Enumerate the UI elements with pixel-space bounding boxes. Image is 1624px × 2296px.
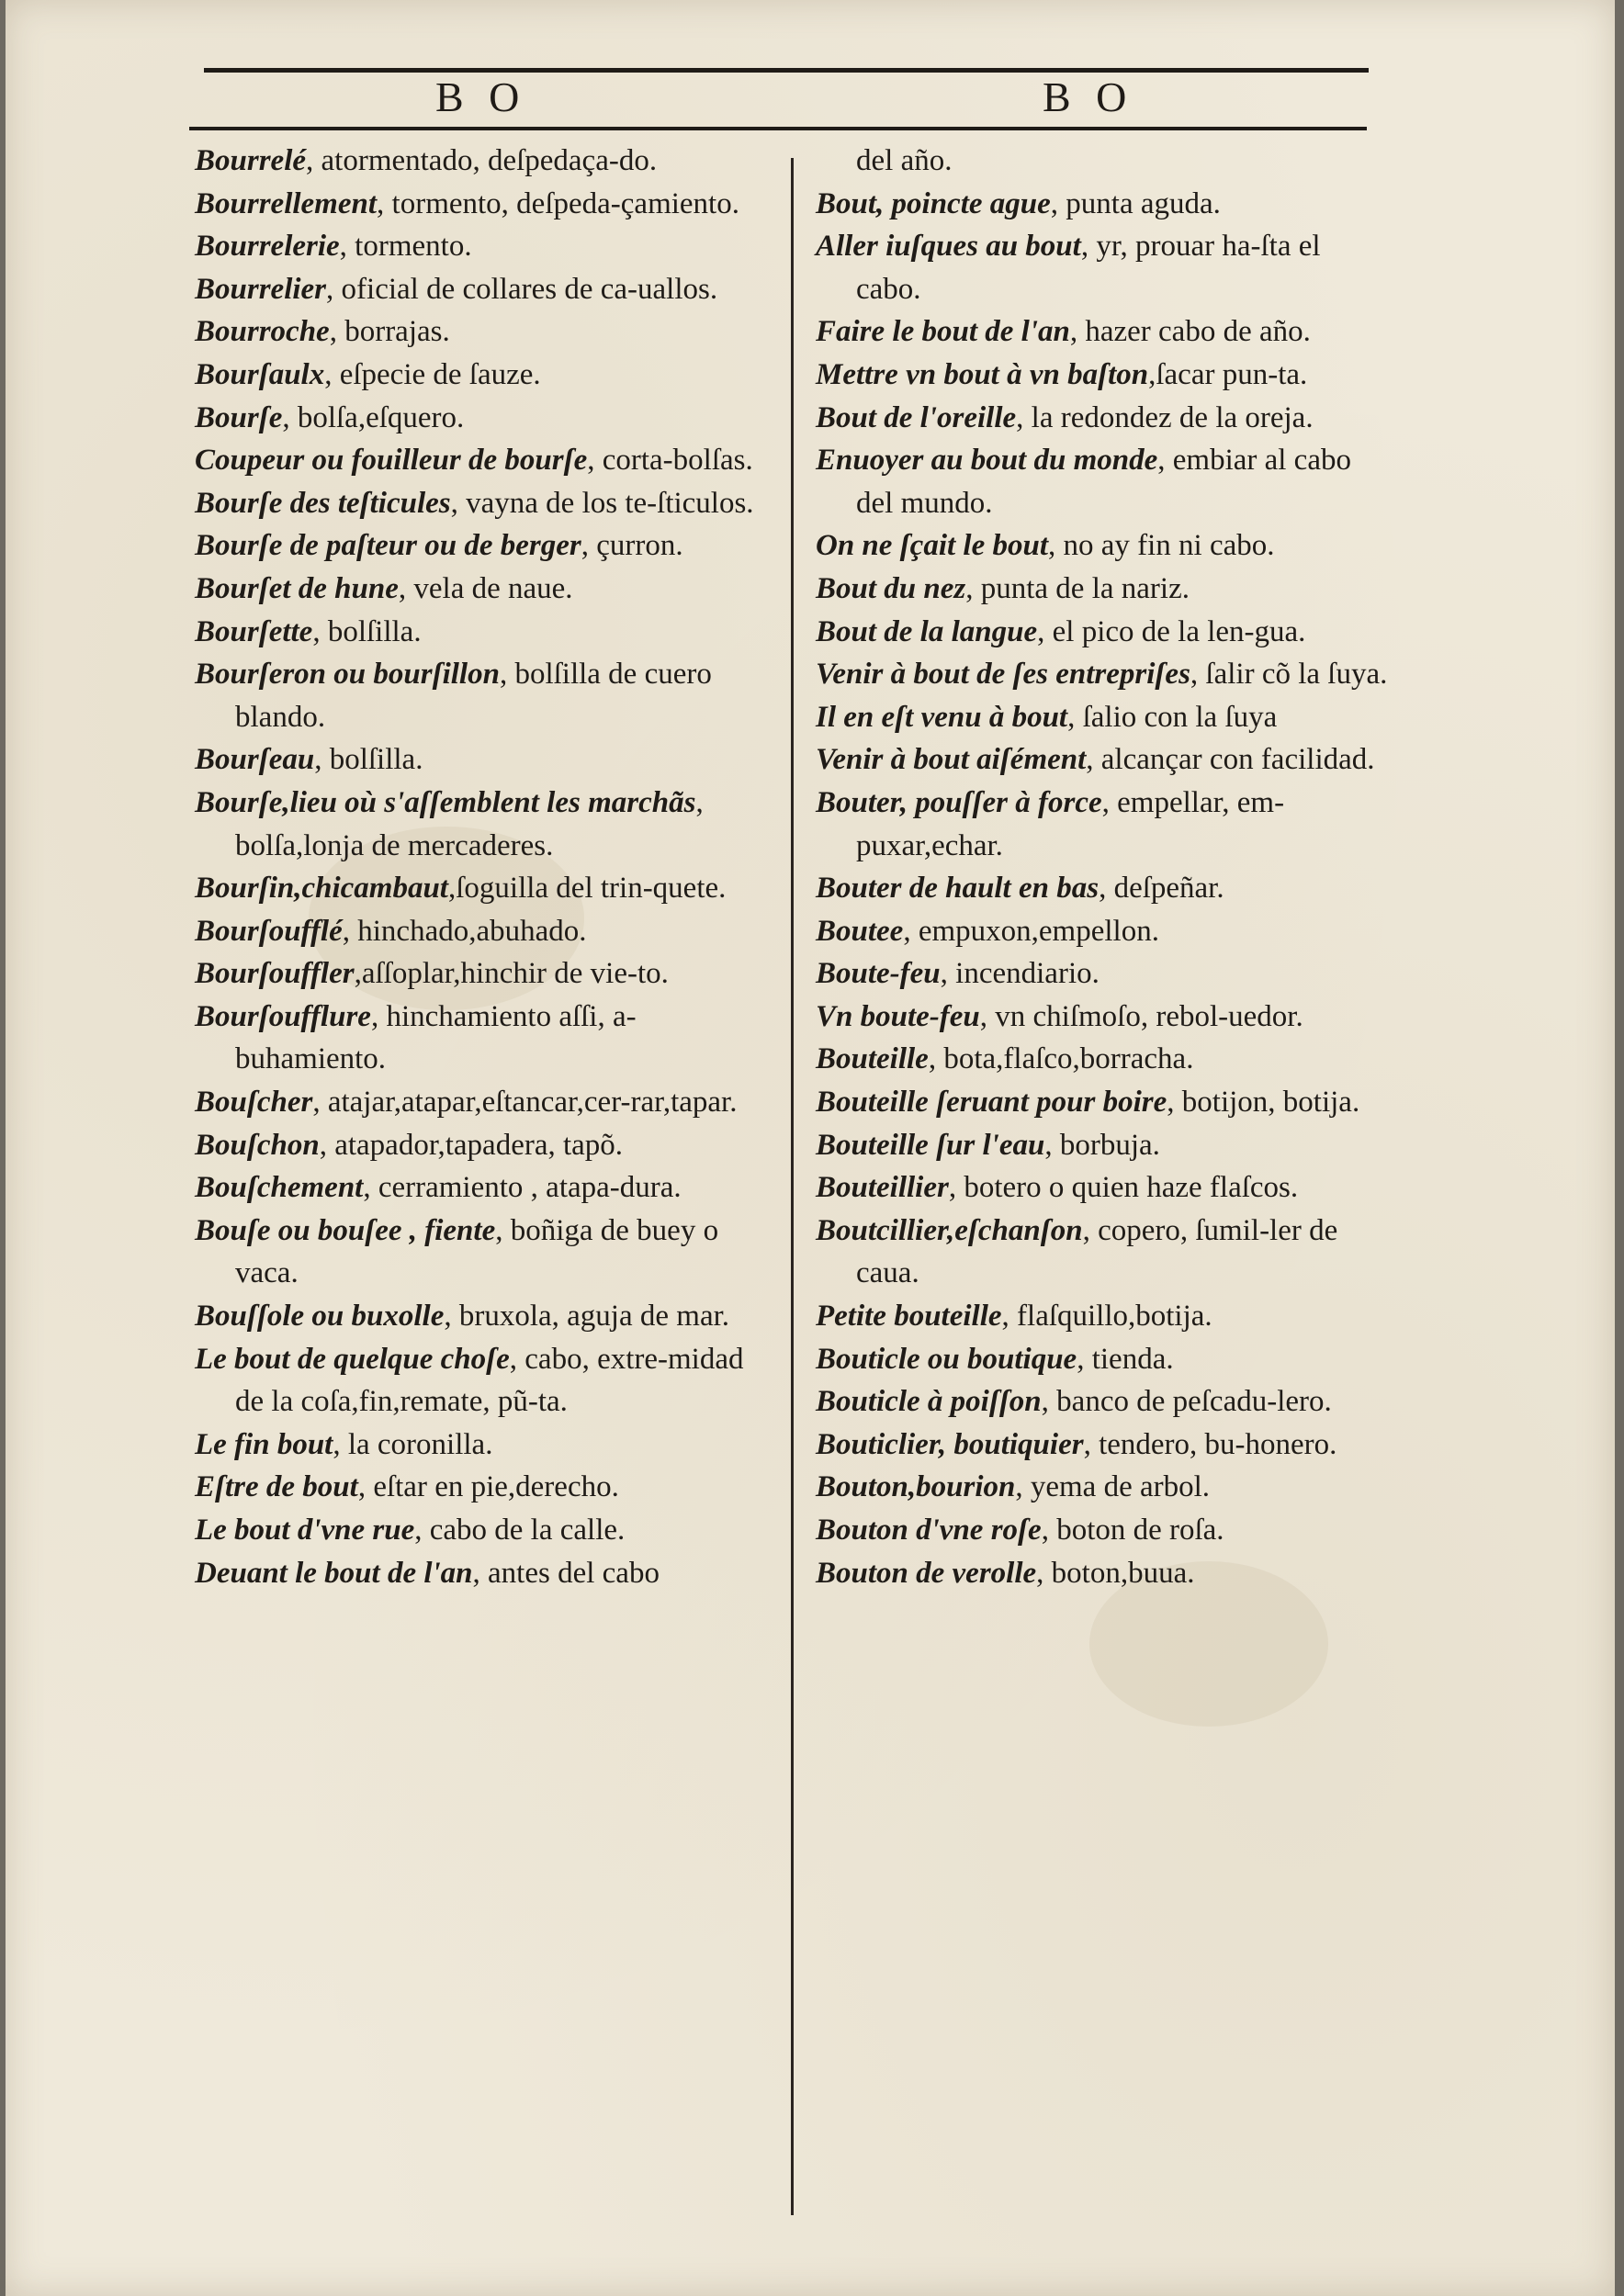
dictionary-entry — [195, 439, 764, 482]
entry-headword: Coupeur ou fouilleur de bourſe — [195, 444, 588, 478]
dictionary-entry — [816, 1038, 1389, 1081]
dictionary-entry — [816, 225, 1389, 310]
entry-definition: , punta aguda. — [1050, 186, 1221, 220]
dictionary-entry — [195, 1210, 764, 1295]
entry-headword: Bouticlier, boutiquier — [816, 1427, 1084, 1461]
entry-definition: , corta-bolſas. — [587, 444, 753, 478]
dictionary-entry — [816, 354, 1389, 397]
dictionary-entry — [816, 952, 1389, 996]
entry-headword: Boute-feu — [816, 957, 941, 991]
dictionary-entry — [195, 397, 764, 440]
entry-headword: Boutee — [816, 914, 904, 948]
entry-definition: , boton,buua. — [1036, 1556, 1195, 1590]
dictionary-entry — [195, 782, 764, 867]
entry-definition: , bolſa,lonja de mercaderes. — [235, 785, 704, 862]
entry-headword: Bourſe — [195, 400, 283, 434]
entry-headword: Bourſe,lieu où s'aſſemblent les marchãs — [195, 785, 696, 819]
dictionary-entry — [816, 140, 1389, 183]
dictionary-entry — [195, 738, 764, 782]
dictionary-entry — [816, 439, 1389, 524]
entry-headword: Deuant le bout de l'an — [195, 1556, 473, 1590]
entry-headword: Bouteille ſur l'eau — [816, 1128, 1045, 1162]
dictionary-entry — [816, 1466, 1389, 1509]
entry-headword: Bouter de hault en bas — [816, 872, 1100, 906]
entry-headword: Vn boute-feu — [816, 999, 980, 1033]
entry-headword: Bourſe des teſticules — [195, 486, 451, 520]
entry-headword: Bouteillier — [816, 1171, 949, 1205]
entry-definition: , cabo de la calle. — [414, 1514, 626, 1547]
entry-definition: , la coronilla. — [333, 1427, 493, 1461]
entry-headword: Bourſette — [195, 614, 313, 648]
entry-headword: Boutcillier,eſchanſon — [816, 1213, 1083, 1247]
entry-definition: , eſtar en pie,derecho. — [357, 1470, 619, 1504]
entry-definition: , ſalio con la ſuya — [1067, 700, 1278, 734]
dictionary-entry — [816, 1295, 1389, 1338]
entry-definition: , deſpeñar. — [1099, 872, 1224, 906]
entry-definition: , bota,flaſco,borracha. — [928, 1042, 1194, 1076]
entry-definition: , incendiario. — [940, 957, 1100, 991]
right-column — [816, 140, 1389, 1594]
entry-headword: Bouton d'vne roſe — [816, 1514, 1042, 1547]
dictionary-entry — [816, 867, 1389, 910]
entry-headword: Bouſcher — [195, 1086, 313, 1120]
dictionary-entry — [816, 1210, 1389, 1295]
entry-definition: , bolſa,eſquero. — [282, 400, 465, 434]
dictionary-entry — [195, 568, 764, 611]
entry-headword: Bourſe de paſteur ou de berger — [195, 529, 581, 563]
entry-definition: del año. — [856, 144, 953, 177]
entry-definition: , embiar al cabo del mundo. — [856, 444, 1351, 520]
entry-definition: , hazer cabo de año. — [1069, 315, 1311, 349]
entry-definition: , atapador,tapadera, tapõ. — [319, 1128, 624, 1162]
dictionary-entry — [195, 1338, 764, 1424]
entry-definition: , tormento, deſpeda-çamiento. — [377, 186, 739, 220]
entry-definition: , boton de roſa. — [1041, 1514, 1224, 1547]
entry-definition: , el pico de la len-gua. — [1037, 614, 1306, 648]
entry-definition: , bolſilla. — [314, 743, 423, 777]
entry-headword: Aller iuſques au bout — [816, 230, 1081, 264]
entry-definition: , cerramiento , atapa-dura. — [363, 1171, 682, 1205]
dictionary-entry — [816, 1552, 1389, 1595]
dictionary-entry — [195, 1124, 764, 1167]
entry-headword: Bourrelé — [195, 144, 307, 177]
entry-headword: Le fin bout — [195, 1427, 333, 1461]
dictionary-entry — [816, 568, 1389, 611]
dictionary-entry — [195, 952, 764, 996]
entry-headword: Bouſchon — [195, 1128, 320, 1162]
entry-definition: , ſalir cõ la ſuya. — [1190, 658, 1388, 692]
entry-definition: , çurron. — [581, 529, 683, 563]
dictionary-entry — [195, 225, 764, 268]
entry-headword: Bouſſole ou buxolle — [195, 1300, 445, 1334]
entry-definition: , hinchamiento aſſi, a-buhamiento. — [235, 999, 637, 1076]
entry-headword: Bouton,bourion — [816, 1470, 1016, 1504]
entry-headword: Bourſoufflure — [195, 999, 371, 1033]
running-head-right: B O — [1043, 73, 1134, 120]
entry-definition: , vela de naue. — [398, 571, 573, 605]
dictionary-entry — [195, 1081, 764, 1124]
entry-headword: Bourſouffler — [195, 957, 355, 991]
entry-definition: ,ſacar pun-ta. — [1148, 357, 1308, 391]
dictionary-entry — [816, 1081, 1389, 1124]
entry-definition: , cabo, extre-midad de la coſa,fin,remate, pũ-ta. — [235, 1342, 744, 1419]
dictionary-entry — [816, 524, 1389, 568]
dictionary-entry — [195, 1552, 764, 1595]
entry-definition: , empuxon,empellon. — [903, 914, 1159, 948]
dictionary-entry — [195, 653, 764, 738]
entry-definition: , yema de arbol. — [1015, 1470, 1211, 1504]
entry-headword: Faire le bout de l'an — [816, 315, 1070, 349]
dictionary-entry — [195, 140, 764, 183]
dictionary-entry — [816, 310, 1389, 354]
entry-definition: , borbuja. — [1044, 1128, 1160, 1162]
dictionary-entry — [195, 1509, 764, 1552]
entry-headword: Bouton de verolle — [816, 1556, 1037, 1590]
dictionary-entry — [195, 310, 764, 354]
entry-headword: Bouſe ou bouſee , fiente — [195, 1213, 496, 1247]
dictionary-entry — [816, 782, 1389, 867]
dictionary-entry — [816, 1509, 1389, 1552]
entry-definition: , empellar, em-puxar,echar. — [856, 785, 1285, 862]
entry-headword: Bourrelerie — [195, 230, 340, 264]
running-head-left: B O — [435, 73, 527, 120]
entry-headword: Bourſaulx — [195, 357, 325, 391]
header-rule-bottom — [189, 127, 1367, 130]
entry-headword: Bourſet de hune — [195, 571, 399, 605]
entry-definition: , tormento. — [339, 230, 472, 264]
entry-definition: ,ſoguilla del trin-quete. — [447, 872, 727, 906]
entry-definition: , yr, prouar ha-ſta el cabo. — [856, 230, 1321, 306]
header-rule-top — [204, 68, 1369, 73]
dictionary-entry — [195, 354, 764, 397]
dictionary-entry — [816, 1124, 1389, 1167]
dictionary-entry — [816, 1424, 1389, 1467]
entry-definition: , atajar,atapar,eſtancar,cer-rar,tapar. — [312, 1086, 738, 1120]
entry-definition: , la redondez de la oreja. — [1016, 400, 1314, 434]
entry-headword: Bourrelier — [195, 272, 327, 306]
entry-headword: Il en eſt venu à bout — [816, 700, 1068, 734]
entry-definition: , vayna de los te-ſticulos. — [450, 486, 754, 520]
entry-headword: Bouſchement — [195, 1171, 364, 1205]
entry-headword: Petite bouteille — [816, 1300, 1002, 1334]
entry-headword: Bout de la langue — [816, 614, 1038, 648]
entry-definition: , vn chiſmoſo, rebol-uedor. — [979, 999, 1303, 1033]
entry-headword: Venir à bout de ſes entrepriſes — [816, 658, 1190, 692]
entry-headword: Bourrellement — [195, 186, 378, 220]
left-column — [195, 140, 764, 1594]
entry-definition: , borrajas. — [329, 315, 450, 349]
dictionary-entry — [195, 183, 764, 226]
dictionary-entry — [195, 482, 764, 525]
dictionary-entry — [195, 1466, 764, 1509]
column-divider — [791, 158, 794, 2215]
entry-headword: Mettre vn bout à vn baſton — [816, 357, 1149, 391]
entry-headword: Bout, poincte ague — [816, 186, 1051, 220]
entry-definition: , boñiga de buey o vaca. — [235, 1213, 719, 1290]
entry-headword: Bourſeron ou bourſillon — [195, 658, 500, 692]
entry-headword: Venir à bout aiſément — [816, 743, 1087, 777]
entry-headword: Bouticle à poiſſon — [816, 1385, 1042, 1419]
dictionary-entry — [816, 1338, 1389, 1381]
entry-definition: , bolſilla. — [312, 614, 422, 648]
dictionary-entry — [816, 397, 1389, 440]
entry-headword: Bouteille ſeruant pour boire — [816, 1086, 1167, 1120]
dictionary-entry — [195, 910, 764, 953]
dictionary-entry — [816, 183, 1389, 226]
dictionary-entry — [195, 1424, 764, 1467]
dictionary-entry — [195, 867, 764, 910]
entry-headword: Bourſoufflé — [195, 914, 343, 948]
entry-definition: , tienda. — [1077, 1342, 1174, 1376]
dictionary-entry — [195, 996, 764, 1081]
entry-definition: , botijon, botija. — [1167, 1086, 1360, 1120]
dictionary-entry — [816, 611, 1389, 654]
dictionary-entry — [816, 1166, 1389, 1210]
entry-definition: , no ay fin ni cabo. — [1048, 529, 1275, 563]
entry-definition: , banco de peſcadu-lero. — [1041, 1385, 1332, 1419]
entry-definition: , antes del cabo — [472, 1556, 660, 1590]
entry-definition: , hinchado,abuhado. — [342, 914, 587, 948]
dictionary-entry — [195, 1295, 764, 1338]
entry-headword: Le bout d'vne rue — [195, 1514, 415, 1547]
dictionary-entry — [195, 268, 764, 311]
entry-definition: , tendero, bu-honero. — [1083, 1427, 1337, 1461]
entry-headword: Bourſeau — [195, 743, 315, 777]
dictionary-entry — [816, 738, 1389, 782]
entry-definition: , bolſilla de cuero blando. — [235, 658, 712, 734]
dictionary-entry — [816, 1380, 1389, 1424]
entry-headword: Bouticle ou boutique — [816, 1342, 1077, 1376]
entry-definition: , punta de la nariz. — [965, 571, 1190, 605]
entry-headword: Bouter, pouſſer à force — [816, 785, 1102, 819]
entry-definition: , bruxola, aguja de mar. — [444, 1300, 730, 1334]
entry-headword: Bourſin,chicambaut — [195, 872, 448, 906]
entry-headword: On ne ſçait le bout — [816, 529, 1048, 563]
dictionary-entry — [816, 653, 1389, 696]
dictionary-entry — [195, 524, 764, 568]
entry-definition: , flaſquillo,botija. — [1001, 1300, 1212, 1334]
entry-definition: ,aſſoplar,hinchir de vie-to. — [354, 957, 669, 991]
dictionary-entry — [195, 1166, 764, 1210]
entry-headword: Bourroche — [195, 315, 330, 349]
entry-headword: Bout de l'oreille — [816, 400, 1017, 434]
entry-definition: , oficial de collares de ca-uallos. — [326, 272, 718, 306]
entry-definition: , copero, ſumil-ler de caua. — [856, 1213, 1338, 1290]
entry-headword: Bouteille — [816, 1042, 929, 1076]
entry-headword: Le bout de quelque choſe — [195, 1342, 510, 1376]
dictionary-entry — [816, 996, 1389, 1039]
entry-definition: , botero o quien haze flaſcos. — [948, 1171, 1299, 1205]
entry-headword: Eſtre de bout — [195, 1470, 358, 1504]
entry-definition: , alcançar con facilidad. — [1086, 743, 1375, 777]
dictionary-entry — [816, 910, 1389, 953]
entry-definition: , eſpecie de ſauze. — [324, 357, 541, 391]
entry-headword: Enuoyer au bout du monde — [816, 444, 1158, 478]
dictionary-entry — [195, 611, 764, 654]
entry-definition: , atormentado, deſpedaça-do. — [306, 144, 658, 177]
dictionary-entry — [816, 696, 1389, 739]
entry-headword: Bout du nez — [816, 571, 966, 605]
